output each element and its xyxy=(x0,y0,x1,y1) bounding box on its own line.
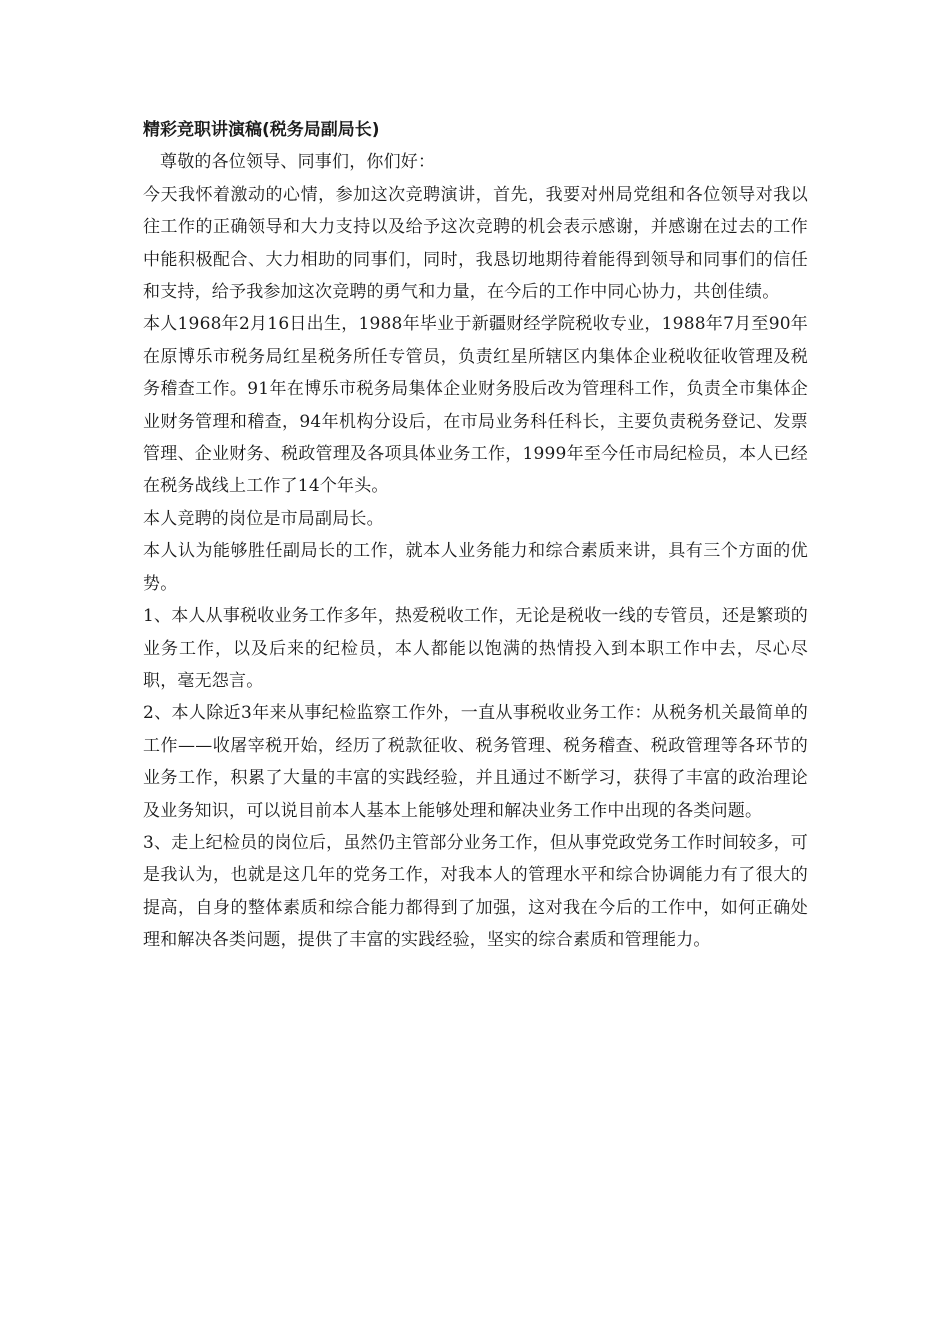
paragraph-advantage-2: 2、本人除近3年来从事纪检监察工作外，一直从事税收业务工作：从税务机关最简单的工作——收屠宰税开始，经历了税款征收、税务管理、税务稽查、税政管理等各环节的业务工作，积累了大量的丰富的实践经验，并且通过不断学习，获得了丰富的政治理论及业务知识，可以说目前本人基本上能够处理和解决业务工作中出现的各类问题。 xyxy=(143,703,808,821)
paragraph-advantage-1: 1、本人从事税收业务工作多年，热爱税收工作，无论是税收一线的专管员，还是繁琐的业务工作，以及后来的纪检员，本人都能以饱满的热情投入到本职工作中去，尽心尽职，毫无怨言。 xyxy=(143,606,808,691)
paragraph-biography: 本人1968年2月16日出生，1988年毕业于新疆财经学院税收专业，1988年7月至90年在原博乐市税务局红星税务所任专管员，负责红星所辖区内集体企业税收征收管理及税务稽查工作。91年在博乐市税务局集体企业财务股后改为管理科工作，负责全市集体企业财务管理和稽查，94年机构分设后，在市局业务科任科长，主要负责税务登记、发票管理、企业财务、税政管理及各项具体业务工作，1999年至今任市局纪检员，本人已经在税务战线上工作了14个年头。 xyxy=(143,314,808,497)
paragraph-target-position: 本人竞聘的岗位是市局副局长。 xyxy=(143,508,384,529)
paragraph-advantage-3: 3、走上纪检员的岗位后，虽然仍主管部分业务工作，但从事党政党务工作时间较多，可是我认为，也就是这几年的党务工作，对我本人的管理水平和综合协调能力有了很大的提高，自身的整体素质和综合能力都得到了加强，这对我在今后的工作中，如何正确处理和解决各类问题，提供了丰富的实践经验，坚实的综合素质和管理能力。 xyxy=(143,832,808,951)
document-title: 精彩竞职讲演稿(税务局副局长) xyxy=(143,120,380,140)
paragraph-opening: 今天我怀着激动的心情，参加这次竞聘演讲，首先，我要对州局党组和各位领导对我以往工作的正确领导和大力支持以及给予这次竞聘的机会表示感谢，并感谢在过去的工作中能积极配合、大力相助的同事们，同时，我恳切地期待着能得到领导和同事们的信任和支持，给予我参加这次竞聘的勇气和力量，在今后的工作中同心协力，共创佳绩。 xyxy=(143,184,808,303)
document-page xyxy=(143,114,808,957)
greeting-line: 尊敬的各位领导、同事们，你们好： xyxy=(160,152,436,173)
paragraph-advantages-intro: 本人认为能够胜任副局长的工作，就本人业务能力和综合素质来讲，具有三个方面的优势。 xyxy=(143,541,808,594)
